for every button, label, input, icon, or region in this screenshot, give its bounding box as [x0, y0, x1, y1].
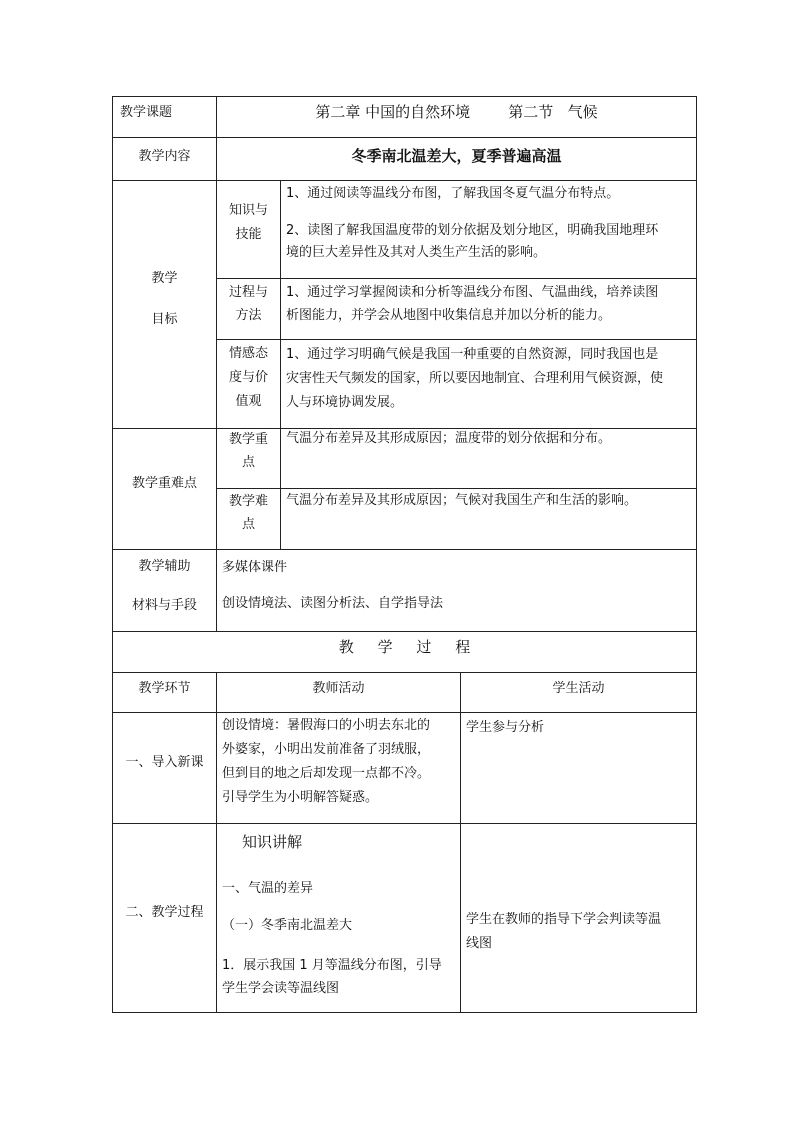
objective-text-line: 2、读图了解我国温度带的划分依据及划分地区，明确我国地理环: [286, 223, 659, 238]
objectives-label-line1: 教学: [151, 271, 178, 286]
process-stage: 一、导入新课: [125, 755, 204, 770]
process-stage: 二、教学过程: [125, 905, 204, 920]
objective-text-line: 1、通过学习掌握阅读和分析等温线分布图、气温曲线，培养读图: [286, 285, 659, 300]
process-student-text: 学生参与分析: [466, 720, 545, 735]
key-point-text: 气温分布差异及其形成原因；气候对我国生产和生活的影响。: [286, 493, 638, 508]
key-point-sublabel: 点: [241, 517, 255, 532]
process-teacher-line: 但到目的地之后却发现一点都不冷。: [222, 766, 431, 781]
key-points-label: 教学重难点: [131, 476, 197, 491]
aids-label-line: 材料与手段: [131, 598, 197, 613]
process-teacher-line: （一）冬季南北温差大: [222, 918, 353, 933]
aids-value-line: 多媒体课件: [222, 560, 288, 575]
objective-sublabel: 方法: [235, 308, 262, 323]
objective-sublabel: 情感态: [228, 346, 268, 361]
process-teacher-line: 学生学会读等温线图: [222, 981, 340, 996]
topic-value: 第二章 中国的自然环境 第二节 气候: [315, 103, 598, 121]
process-teacher-line: 创设情境：暑假海口的小明去东北的: [222, 718, 431, 733]
process-teacher-line: 1．展示我国 1 月等温线分布图，引导: [222, 958, 442, 973]
aids-value-line: 创设情境法、读图分析法、自学指导法: [222, 596, 444, 611]
objective-sublabel: 技能: [235, 227, 262, 242]
objective-text-line: 析图能力，并学会从地图中收集信息并加以分析的能力。: [286, 308, 612, 323]
objective-sublabel: 过程与: [228, 285, 268, 300]
process-teacher-heading: 知识讲解: [242, 833, 303, 851]
aids-label-line: 教学辅助: [138, 559, 191, 574]
key-point-sublabel: 教学难: [228, 494, 268, 509]
process-student-line: 学生在教师的指导下学会判读等温: [466, 912, 662, 927]
aids-value-cell: [216, 549, 697, 632]
objective-text-line: 灾害性天气频发的国家，所以要因地制宜、合理利用气候资源，使: [286, 371, 664, 386]
objective-sublabel: 值观: [235, 394, 262, 409]
objective-text-line: 1、通过阅读等温线分布图，了解我国冬夏气温分布特点。: [286, 186, 620, 201]
process-header-stage: 教学环节: [138, 681, 191, 696]
process-title: 教 学 过 程: [338, 638, 471, 656]
key-point-sublabel: 点: [241, 455, 255, 470]
content-value: 冬季南北温差大，夏季普遍高温: [351, 147, 562, 165]
objectives-label-cell: [112, 180, 217, 429]
key-point-sublabel: 教学重: [228, 432, 268, 447]
objective-text-line: 1、通过学习明确气候是我国一种重要的自然资源，同时我国也是: [286, 347, 659, 362]
process-header-student: 学生活动: [552, 681, 605, 696]
topic-label: 教学课题: [120, 105, 173, 120]
process-header-teacher: 教师活动: [312, 681, 365, 696]
objective-sublabel: 度与价: [228, 370, 268, 385]
objective-text-line: 人与环境协调发展。: [286, 395, 404, 410]
process-teacher-line: 外婆家，小明出发前准备了羽绒服，: [222, 742, 431, 757]
key-point-text: 气温分布差异及其形成原因；温度带的划分依据和分布。: [286, 431, 612, 446]
objectives-label-line2: 目标: [151, 312, 178, 327]
objective-text-line: 境的巨大差异性及其对人类生产生活的影响。: [286, 245, 547, 260]
process-student-line: 线图: [466, 936, 493, 951]
content-label: 教学内容: [138, 149, 191, 164]
process-teacher-line: 一、气温的差异: [222, 881, 314, 896]
process-teacher-line: 引导学生为小明解答疑惑。: [222, 790, 379, 805]
objective-sublabel: 知识与: [228, 203, 268, 218]
